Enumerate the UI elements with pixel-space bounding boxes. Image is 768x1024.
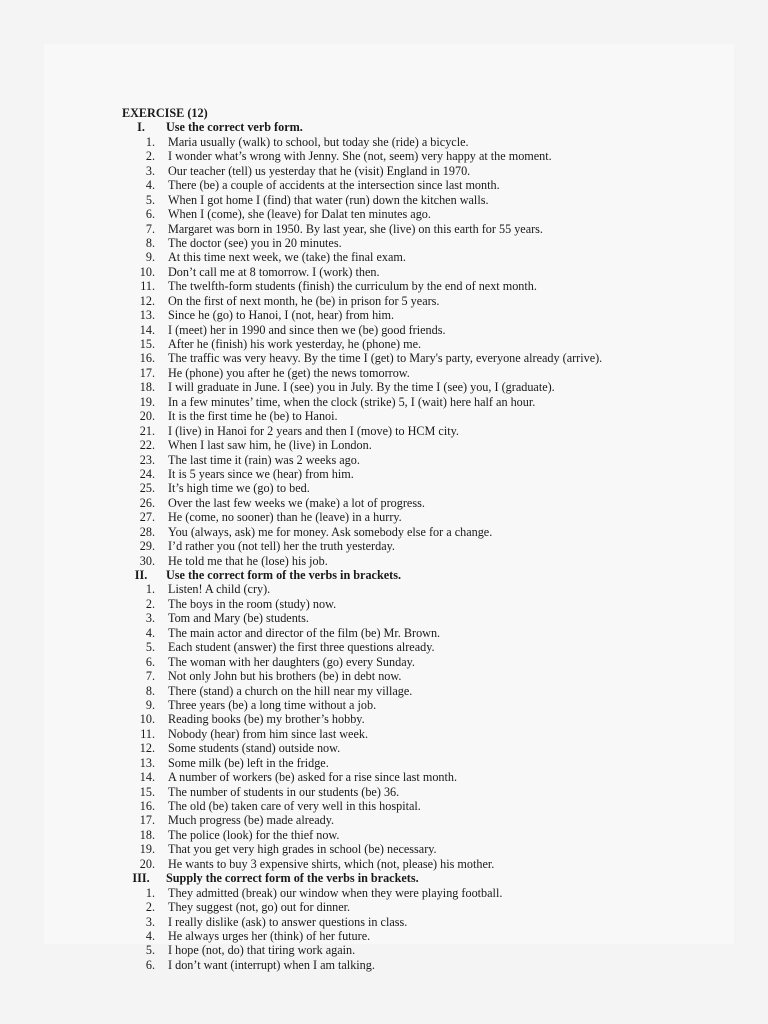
item-text: Tom and Mary (be) students. [168, 611, 309, 626]
item-text: Three years (be) a long time without a job. [168, 697, 377, 712]
item-text: On the first of next month, he (be) in prison for 5 years. [168, 293, 440, 308]
item-number: 7. [145, 221, 155, 236]
item-text: Each student (answer) the first three questions already. [168, 640, 435, 655]
item-number: 14. [139, 770, 155, 785]
item-text: When I (come), she (leave) for Dalat ten minutes ago. [168, 207, 431, 222]
exercise-item [122, 611, 768, 625]
item-number: 8. [145, 683, 155, 698]
item-number: 29. [139, 539, 155, 554]
exercise-item [122, 308, 768, 322]
item-number: 4. [145, 928, 155, 943]
item-number: 10. [139, 264, 155, 279]
exercise-item [122, 294, 768, 308]
section-title: Use the correct verb form. [166, 120, 303, 135]
exercise-item [122, 741, 768, 755]
item-number: 25. [139, 481, 155, 496]
item-text: I’d rather you (not tell) her the truth yesterday. [168, 539, 395, 554]
item-number: 17. [139, 813, 155, 828]
item-number: 24. [139, 466, 155, 481]
item-text: I don’t want (interrupt) when I am talking. [168, 957, 375, 972]
item-text: Much progress (be) made already. [168, 813, 335, 828]
item-text: When I last saw him, he (live) in London. [168, 438, 372, 453]
exercise-item [122, 727, 768, 741]
item-text: I really dislike (ask) to answer questions in class. [168, 914, 408, 929]
exercise-item [122, 684, 768, 698]
exercise-item [122, 323, 768, 337]
item-number: 22. [139, 438, 155, 453]
exercise-item [122, 193, 768, 207]
item-text: The doctor (see) you in 20 minutes. [168, 235, 342, 250]
item-text: Over the last few weeks we (make) a lot of progress. [168, 495, 425, 510]
item-text: I (meet) her in 1990 and since then we (be) good friends. [168, 322, 446, 337]
item-number: 27. [139, 510, 155, 525]
exercise-item [122, 756, 768, 770]
exercise-item [122, 929, 768, 943]
item-text: Some students (stand) outside now. [168, 741, 341, 756]
exercise-item [122, 525, 768, 539]
exercise-item [122, 712, 768, 726]
item-text: It is the first time he (be) to Hanoi. [168, 409, 338, 424]
exercise-item [122, 510, 768, 524]
item-text: I (live) in Hanoi for 2 years and then I (move) to HCM city. [168, 423, 459, 438]
item-text: A number of workers (be) asked for a rise since last month. [168, 770, 458, 785]
exercise-item [122, 669, 768, 683]
item-text: The number of students in our students (be) 36. [168, 784, 400, 799]
exercise-item [122, 395, 768, 409]
item-number: 2. [145, 900, 155, 915]
exercise-item [122, 900, 768, 914]
item-text: The main actor and director of the film (be) Mr. Brown. [168, 625, 441, 640]
item-number: 9. [145, 250, 155, 265]
item-number: 3. [145, 914, 155, 929]
exercise-item [122, 770, 768, 784]
item-text: Reading books (be) my brother’s hobby. [168, 712, 365, 727]
exercise-item [122, 799, 768, 813]
item-number: 8. [145, 235, 155, 250]
exercise-item [122, 236, 768, 250]
item-number: 4. [145, 178, 155, 193]
item-text: There (be) a couple of accidents at the intersection since last month. [168, 178, 500, 193]
item-number: 21. [139, 423, 155, 438]
item-text: He always urges her (think) of her future. [168, 928, 371, 943]
item-number: 1. [145, 582, 155, 597]
section-numeral: I. [137, 120, 145, 135]
item-number: 16. [139, 799, 155, 813]
exercise-item [122, 279, 768, 293]
item-number: 18. [139, 827, 155, 842]
exercise-item [122, 164, 768, 178]
exercise-item [122, 496, 768, 510]
item-number: 5. [145, 943, 155, 958]
exercise-item [122, 626, 768, 640]
exercise-item [122, 857, 768, 871]
item-text: The traffic was very heavy. By the time I (get) to Mary's party, everyone already (arrive). [168, 351, 603, 366]
item-number: 15. [139, 337, 155, 351]
exercise-item [122, 265, 768, 279]
section-title: Use the correct form of the verbs in brackets. [166, 568, 401, 582]
exercise-item [122, 958, 768, 972]
item-number: 5. [145, 640, 155, 655]
item-text: Our teacher (tell) us yesterday that he (visit) England in 1970. [168, 163, 471, 178]
exercise-item [122, 135, 768, 149]
exercise-item [122, 554, 768, 568]
item-text: He (phone) you after he (get) the news tomorrow. [168, 365, 410, 380]
exercise-item [122, 597, 768, 611]
exercise-item [122, 337, 768, 351]
item-text: Margaret was born in 1950. By last year, she (live) on this earth for 55 years. [168, 221, 543, 236]
item-text: Don’t call me at 8 tomorrow. I (work) then. [168, 264, 380, 279]
section-title: Supply the correct form of the verbs in brackets. [166, 871, 419, 886]
item-number: 14. [139, 322, 155, 337]
item-text: There (stand) a church on the hill near my village. [168, 683, 413, 698]
item-number: 13. [139, 755, 155, 770]
item-text: It is 5 years since we (hear) from him. [168, 466, 354, 481]
item-number: 12. [139, 741, 155, 756]
exercise-item [122, 886, 768, 900]
item-text: That you get very high grades in school (be) necessary. [168, 842, 437, 857]
exercise-item [122, 453, 768, 467]
item-text: The police (look) for the thief now. [168, 827, 340, 842]
item-text: They suggest (not, go) out for dinner. [168, 900, 351, 915]
exercise-item [122, 842, 768, 856]
item-number: 11. [140, 279, 155, 294]
exercise-item [122, 366, 768, 380]
document-page [44, 44, 734, 972]
item-text: Some milk (be) left in the fridge. [168, 755, 329, 770]
exercise-item [122, 178, 768, 192]
item-text: The old (be) taken care of very well in this hospital. [168, 799, 421, 813]
item-text: I hope (not, do) that tiring work again. [168, 943, 356, 958]
item-number: 28. [139, 524, 155, 539]
item-number: 6. [145, 654, 155, 669]
item-number: 20. [139, 409, 155, 424]
item-number: 3. [145, 611, 155, 626]
item-text: The last time it (rain) was 2 weeks ago. [168, 452, 360, 467]
exercise-item [122, 539, 768, 553]
item-number: 13. [139, 308, 155, 323]
item-number: 18. [139, 380, 155, 395]
item-text: The twelfth-form students (finish) the curriculum by the end of next month. [168, 279, 537, 294]
item-text: I wonder what’s wrong with Jenny. She (not, seem) very happy at the moment. [168, 149, 552, 164]
exercise-item [122, 424, 768, 438]
item-text: The boys in the room (study) now. [168, 596, 337, 611]
exercise-item [122, 380, 768, 394]
item-number: 1. [145, 134, 155, 149]
exercise-item [122, 785, 768, 799]
item-text: He (come, no sooner) than he (leave) in a hurry. [168, 510, 402, 525]
section-numeral: II. [134, 568, 148, 582]
exercise-item [122, 655, 768, 669]
section-heading [122, 120, 768, 134]
exercise-item [122, 915, 768, 929]
item-text: In a few minutes’ time, when the clock (strike) 5, I (wait) here half an hour. [168, 394, 536, 409]
exercise-item [122, 409, 768, 423]
item-number: 12. [139, 293, 155, 308]
exercise-item [122, 943, 768, 957]
item-text: You (always, ask) me for money. Ask somebody else for a change. [168, 524, 493, 539]
exercise-item [122, 813, 768, 827]
item-number: 23. [139, 452, 155, 467]
item-number: 10. [139, 712, 155, 727]
item-text: Not only John but his brothers (be) in debt now. [168, 669, 402, 684]
section-heading [122, 568, 768, 582]
exercise-item [122, 149, 768, 163]
item-number: 9. [145, 697, 155, 712]
item-text: Nobody (hear) from him since last week. [168, 726, 369, 741]
item-number: 2. [145, 596, 155, 611]
section-numeral: III. [132, 871, 150, 886]
item-text: They admitted (break) our window when they were playing football. [168, 885, 503, 900]
item-number: 19. [139, 394, 155, 409]
item-number: 20. [139, 856, 155, 871]
item-text: Maria usually (walk) to school, but today she (ride) a bicycle. [168, 134, 469, 149]
item-text: The woman with her daughters (go) every Sunday. [168, 654, 415, 669]
exercise-item [122, 582, 768, 596]
exercise-item [122, 207, 768, 221]
item-text: He told me that he (lose) his job. [168, 553, 328, 568]
exercise-item [122, 828, 768, 842]
exercise-item [122, 222, 768, 236]
exercise-item [122, 250, 768, 264]
item-number: 7. [145, 669, 155, 684]
item-number: 1. [145, 885, 155, 900]
exercise-item [122, 467, 768, 481]
item-number: 16. [139, 351, 155, 366]
item-number: 11. [140, 726, 155, 741]
exercise-item [122, 438, 768, 452]
item-number: 4. [145, 625, 155, 640]
item-text: It’s high time we (go) to bed. [168, 481, 310, 496]
item-text: He wants to buy 3 expensive shirts, which (not, please) his mother. [168, 856, 495, 871]
exercise-item [122, 698, 768, 712]
item-number: 30. [139, 553, 155, 568]
exercise-title: EXERCISE (12) [122, 106, 208, 120]
item-number: 2. [145, 149, 155, 164]
item-text: After he (finish) his work yesterday, he (phone) me. [168, 337, 422, 351]
item-number: 26. [139, 495, 155, 510]
item-text: I will graduate in June. I (see) you in July. By the time I (see) you, I (graduate). [168, 380, 555, 395]
item-number: 19. [139, 842, 155, 857]
item-text: Listen! A child (cry). [168, 582, 271, 597]
item-text: At this time next week, we (take) the final exam. [168, 250, 406, 265]
item-text: When I got home I (find) that water (run) down the kitchen walls. [168, 192, 489, 207]
item-text: Since he (go) to Hanoi, I (not, hear) from him. [168, 308, 395, 323]
item-number: 6. [145, 207, 155, 222]
item-number: 17. [139, 365, 155, 380]
item-number: 3. [145, 163, 155, 178]
item-number: 6. [145, 957, 155, 972]
exercise-item [122, 351, 768, 365]
section-heading [122, 871, 768, 885]
item-number: 5. [145, 192, 155, 207]
exercise-item [122, 481, 768, 495]
item-number: 15. [139, 784, 155, 799]
exercise-item [122, 640, 768, 654]
exercise-content [122, 106, 768, 972]
